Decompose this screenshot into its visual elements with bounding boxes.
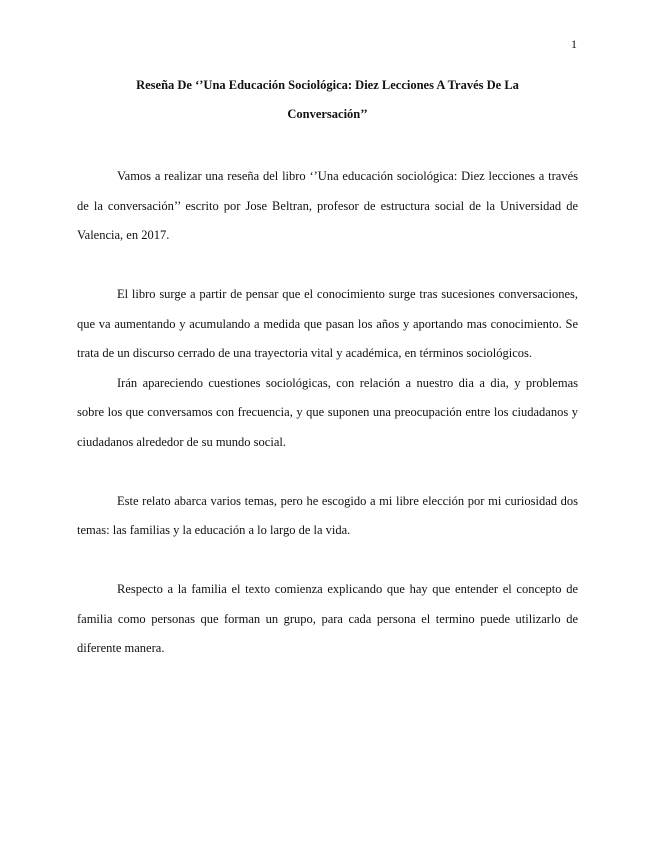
paragraph-spacer [77, 251, 578, 281]
paragraph-origin: El libro surge a partir de pensar que el conocimiento surge tras sucesiones conversaciones, que va aumentando y acumulando a medida que pasan los años y aportando mas conocimiento. Se trata de un discurso cerrado de una trayectoria vital y académica, en términos sociológicos. [77, 287, 578, 360]
document-title-line-2: Conversación’’ [287, 107, 368, 121]
paragraph-spacer [77, 546, 578, 576]
paragraph-spacer [77, 457, 578, 487]
paragraph-intro: Vamos a realizar una reseña del libro ‘’Una educación sociológica: Diez lecciones a través de la conversación’’ escrito por Jose Beltran, profesor de estructura social de la Universidad de Valencia, en 2017. [77, 169, 578, 242]
paragraph-questions: Irán apareciendo cuestiones sociológicas, con relación a nuestro dia a dia, y problemas sobre los que conversamos con frecuencia, y que suponen una preocupación entre los ciudadanos y ciudadanos alrededor de su mundo social. [77, 375, 578, 449]
paragraph-family: Respecto a la familia el texto comienza explicando que hay que entender el concepto de familia como personas que forman un grupo, para cada persona el termino puede utilizarlo de diferente manera. [77, 582, 578, 655]
document-title-line-1: Reseña De ‘’Una Educación Sociológica: Diez Lecciones A Través De La [136, 78, 519, 92]
page-number: 1 [571, 37, 577, 51]
paragraph-themes: Este relato abarca varios temas, pero he escogido a mi libre elección por mi curiosidad dos temas: las familias y la educación a lo largo de la vida. [77, 493, 578, 537]
document-body [77, 162, 578, 664]
